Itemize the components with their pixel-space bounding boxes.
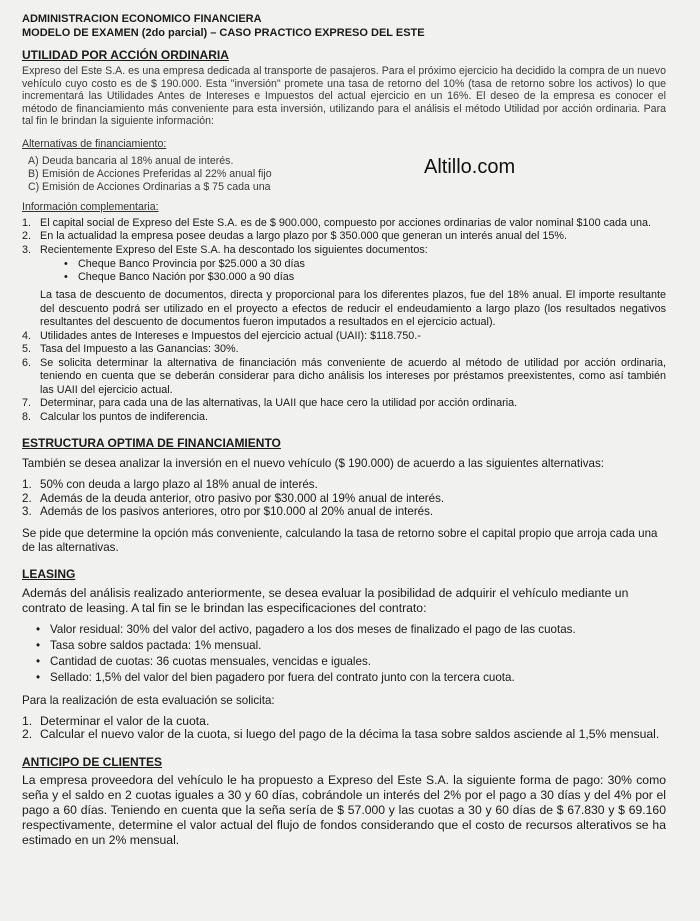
item-text: El capital social de Expreso del Este S.A. es de $ 900.000, compuesto por acciones ordinarias de valor nominal $100 cada una. bbox=[40, 216, 651, 229]
course-title: ADMINISTRACION ECONOMICO FINANCIERA bbox=[22, 13, 262, 25]
list-item bbox=[22, 478, 666, 492]
list-item bbox=[22, 728, 666, 742]
item-text: Emisión de Acciones Ordinarias a $ 75 cada una bbox=[42, 180, 271, 193]
section-title-estructura: ESTRUCTURA OPTIMA DE FINANCIAMIENTO bbox=[22, 436, 281, 451]
utilidad-intro: Expreso del Este S.A. es una empresa dedicada al transporte de pasajeros. Para el próximo ejercicio ha decidido la compra de un nuevo vehículo cuyo costo es de $ 190.000. Esta "inversión" promete una tasa de retorno del 10% (tasa de retorno sobre los activos) lo que incrementará las Utilidades Antes de Intereses e Impuestos del actual ejercicio en un 16%. El deseo de la empresa es conocer el método de financiamiento más conveniente para esta inversión, utilizando para el análisis el método Utilidad por acción ordinaria. Para tal fin le brindan la siguiente información: bbox=[22, 65, 666, 128]
item-text: Tasa del Impuesto a las Ganancias: 30%. bbox=[40, 343, 239, 356]
list-item: • Sellado: 1,5% del valor del bien pagadero por fuera del contrato junto con la tercera cuota. bbox=[34, 670, 666, 686]
exam-title: MODELO DE EXAMEN (2do parcial) – CASO PRACTICO EXPRESO DEL ESTE bbox=[22, 27, 425, 39]
item-number: 3. bbox=[22, 505, 32, 519]
list-item bbox=[22, 715, 666, 729]
item-text: Deuda bancaria al 18% anual de interés. bbox=[42, 154, 234, 167]
item-number: 1. bbox=[22, 713, 33, 728]
list-item bbox=[28, 155, 666, 168]
section-title-anticipo: ANTICIPO DE CLIENTES bbox=[22, 754, 163, 769]
section-title-utilidad: UTILIDAD POR ACCIÓN ORDINARIA bbox=[22, 48, 229, 62]
estructura-intro: También se desea analizar la inversión en el nuevo vehículo ($ 190.000) de acuerdo a las siguientes alternativas: bbox=[22, 457, 604, 471]
item-letter: B) bbox=[28, 167, 39, 180]
item-text: Utilidades antes de Intereses e Impuestos del ejercicio actual (UAII): $118.750.- bbox=[40, 329, 421, 342]
list-item bbox=[22, 492, 666, 506]
item-text: Calcular el nuevo valor de la cuota, si luego del pago de la décima la tasa sobre saldos asciende al 1,5% mensual. bbox=[40, 727, 660, 742]
list-item bbox=[22, 343, 666, 357]
info-list bbox=[22, 217, 666, 425]
item-number: 1. bbox=[22, 216, 32, 229]
item-number: 1. bbox=[22, 478, 32, 492]
list-item bbox=[22, 411, 666, 425]
alternatives-title: Alternativas de financiamiento: bbox=[22, 137, 167, 150]
estructura-list bbox=[22, 478, 666, 519]
item-text: Emisión de Acciones Preferidas al 22% anual fijo bbox=[42, 167, 272, 180]
item-number: 2. bbox=[22, 491, 32, 505]
item-number: 8. bbox=[22, 410, 32, 423]
list-item bbox=[22, 330, 666, 344]
item-number: 4. bbox=[22, 329, 32, 342]
list-item bbox=[22, 397, 666, 411]
list-item: • Valor residual: 30% del valor del activo, pagadero a los dos meses de finalizado el pago de las cuotas. bbox=[34, 622, 666, 638]
info-title: Información complementaria: bbox=[22, 200, 159, 213]
alternatives-list bbox=[28, 155, 666, 194]
anticipo-text: La empresa proveedora del vehículo le ha propuesto a Expreso del Este S.A. la siguiente forma de pago: 30% como seña y el saldo en 2 cuotas iguales a 30 y 60 días, cobrándole un interés del 2% por el pago a 30 días y del 4% por el pago a 60 días. Teniendo en cuenta que la seña sería de $ 57.000 y las cuotas a 30 y 60 días de $ 67.830 y $ 69.160 respectivamente, determine el valor actual del flujo de fondos considerando que el costo de recursos alterativos se ha estimado en un 2% mensual. bbox=[22, 772, 666, 847]
item-text: En la actualidad la empresa posee deudas a largo plazo por $ 350.000 que generan un interés anual del 15%. bbox=[40, 230, 568, 243]
item-text: Se solicita determinar la alternativa de financiación más conveniente de acuerdo al método de utilidad por acción ordinaria, teniendo en cuenta que se deberán considerar para dicho análisis los intereses por préstamos preexistentes, como así también las UAII del ejercicio actual. bbox=[40, 356, 666, 396]
item-letter: C) bbox=[28, 180, 40, 193]
item-text: Además de los pasivos anteriores, otro por $10.000 al 20% anual de interés. bbox=[40, 505, 434, 519]
leasing-intro: Además del análisis realizado anteriormente, se desea evaluar la posibilidad de adquirir el vehículo mediante un contrato de leasing. A tal fin se le brindan las especificaciones del contrato: bbox=[22, 585, 629, 615]
item-letter: A) bbox=[28, 154, 39, 167]
item-number: 6. bbox=[22, 356, 32, 369]
item-text: Determinar, para cada una de las alternativas, la UAII que hace cero la utilidad por acción ordinaria. bbox=[40, 397, 518, 410]
list-item: • Cantidad de cuotas: 36 cuotas mensuales, vencidas e iguales. bbox=[34, 654, 666, 670]
list-item: • Cheque Banco Nación por $30.000 a 90 días bbox=[62, 271, 666, 284]
item-number: 5. bbox=[22, 343, 32, 356]
list-item: • Tasa sobre saldos pactada: 1% mensual. bbox=[34, 638, 666, 654]
cheques-list bbox=[62, 258, 666, 284]
item-number: 2. bbox=[22, 230, 32, 243]
list-item bbox=[22, 230, 666, 244]
estructura-closing: Se pide que determine la opción más conveniente, calculando la tasa de retorno sobre el capital propio que arroja cada una de las alternativas. bbox=[22, 526, 658, 554]
item-text: 50% con deuda a largo plazo al 18% anual de interés. bbox=[40, 478, 318, 492]
list-item bbox=[22, 217, 666, 231]
leasing-request: Para la realización de esta evaluación se solicita: bbox=[22, 693, 275, 707]
list-item: • Cheque Banco Provincia por $25.000 a 30 días bbox=[62, 258, 666, 271]
item-number: 7. bbox=[22, 397, 32, 410]
item-text: Determinar el valor de la cuota. bbox=[40, 713, 210, 728]
list-item bbox=[28, 168, 666, 181]
list-item bbox=[22, 244, 666, 330]
item-number: 3. bbox=[22, 243, 32, 256]
watermark: Altillo.com bbox=[424, 156, 516, 178]
list-item bbox=[22, 505, 666, 519]
section-title-leasing: LEASING bbox=[22, 566, 76, 581]
item-text: Además de la deuda anterior, otro pasivo por $30.000 al 19% anual de interés. bbox=[40, 491, 445, 505]
list-item bbox=[28, 181, 666, 194]
list-item bbox=[22, 357, 666, 398]
item-text: Calcular los puntos de indiferencia. bbox=[40, 410, 209, 423]
item-text: Recientemente Expreso del Este S.A. ha descontado los siguientes documentos: bbox=[40, 243, 428, 256]
leasing-list bbox=[22, 715, 666, 742]
cheque-note: La tasa de descuento de documentos, directa y proporcional para los diferentes plazos, fue del 18% anual. El importe resultante del descuento podrá ser utilizado en el proyecto a efectos de reducir el endeudamiento a largo plazo (los resultados negativos resultantes del descuento de documentos fueron imputados a resultados en el ejercicio actual). bbox=[40, 289, 666, 329]
leasing-specs bbox=[34, 622, 666, 686]
item-number: 2. bbox=[22, 727, 33, 742]
